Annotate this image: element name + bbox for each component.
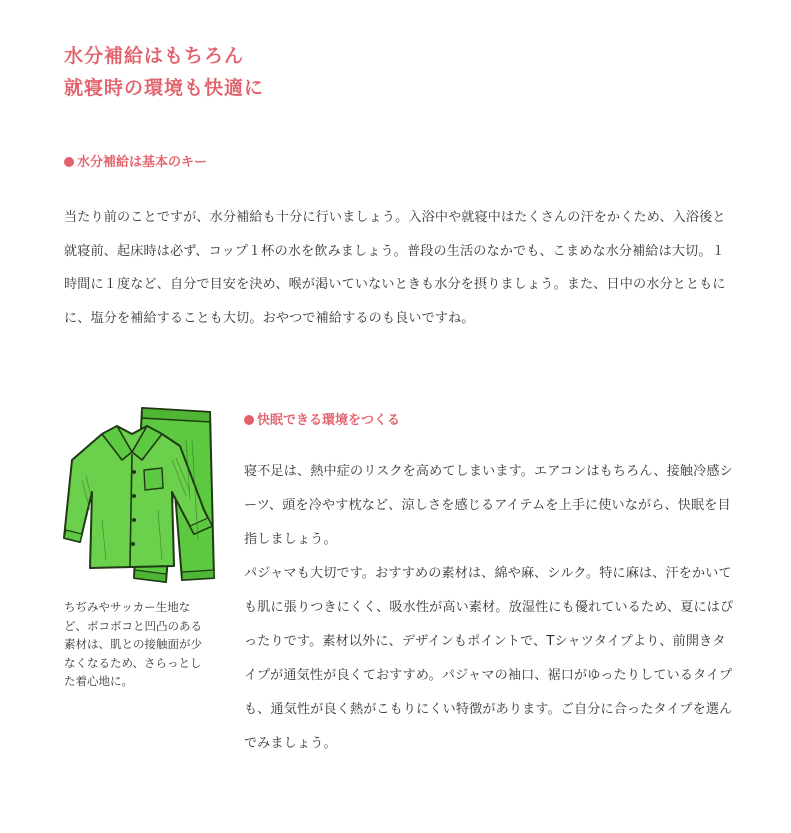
section-heading-hydration [64,151,207,170]
paragraph-line: 当たり前のことですが、水分補給も十分に行いましょう。入浴中や就寝中はたくさんの汗をかくため、入浴後と [64,210,726,225]
paragraph-line: 就寝前、起床時は必ず、コップ１杯の水を飲みましょう。普段の生活のなかでも、こまめな水分補給は大切。１ [64,243,725,259]
pajamas-icon [62,400,222,590]
page-title [64,40,264,104]
page-title-line-2: 就寝時の環境も快適に [64,77,265,99]
illustration-caption [64,598,229,691]
caption-line: ど、ボコボコと凹凸のある [64,618,202,633]
section-heading-hydration-text: 水分補給は基本のキー [77,155,208,170]
section-heading-sleep [244,409,400,428]
paragraph-line: イプが通気性が良くておすすめ。パジャマの袖口、裾口がゆったりしているタイプ [244,668,733,683]
section-body-hydration [64,201,776,335]
caption-line: ちぢみやサッカー生地な [64,600,191,614]
bullet-dot-icon [64,157,74,167]
paragraph-line: ったりです。素材以外に、デザインもポイントで、Tシャツタイプより、前開きタ [244,634,726,649]
page-title-line-1: 水分補給はもちろん [64,45,245,67]
caption-line: なくなるため、さらっとし [64,655,202,670]
paragraph-line: パジャマも大切です。おすすめの素材は、綿や麻、シルク。特に麻は、汗をかいて [244,566,732,581]
paragraph-line: 寝不足は、熱中症のリスクを高めてしまいます。エアコンはもちろん、接触冷感シ [244,464,733,479]
paragraph-line: 指しましょう。 [244,532,337,547]
caption-line: た着心地に。 [64,674,133,688]
caption-line: 素材は、肌との接触面が少 [64,637,202,651]
paragraph-line: ーツ、頭を冷やす枕など、涼しさを感じるアイテムを上手に使いながら、快眠を目 [244,498,731,513]
section-heading-sleep-text: 快眠できる環境をつくる [257,413,401,428]
bullet-dot-icon [244,415,254,425]
paragraph-line: も肌に張りつきにくく、吸水性が高い素材。放湿性にも優れているため、夏にはぴ [244,600,734,615]
section-body-sleep [244,455,774,761]
paragraph-line: でみましょう。 [244,736,337,751]
paragraph-line: 時間に１度など、自分で目安を決め、喉が渇いていないときも水分を摂りましょう。また、日中の水分とともに [64,277,726,292]
paragraph-line: に、塩分を補給することも大切。おやつで補給するのも良いですね。 [64,310,475,326]
pajamas-illustration [62,400,222,590]
paragraph-line: も、通気性が良く熱がこもりにくい特徴があります。ご自分に合ったタイプを選ん [244,702,733,717]
